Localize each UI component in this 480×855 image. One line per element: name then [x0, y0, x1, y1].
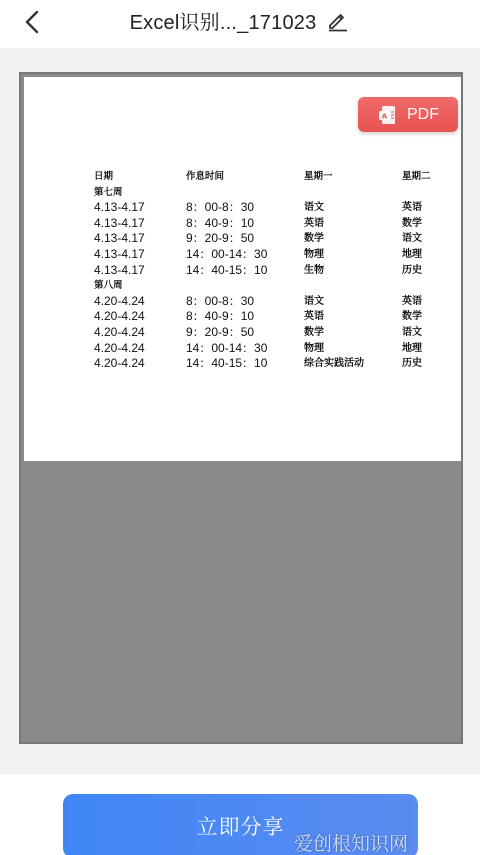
table-row — [94, 309, 454, 325]
cell-monday: 英语 — [304, 217, 324, 229]
header-date: 日期 — [94, 171, 114, 182]
pdf-file-icon — [377, 104, 399, 126]
cell-tuesday: 语文 — [402, 326, 422, 338]
cell-monday: 语文 — [304, 202, 324, 214]
table-row — [94, 356, 454, 372]
cell-monday: 数学 — [304, 233, 324, 245]
cell-time: 8：00-8：30 — [186, 200, 255, 215]
table-row — [94, 200, 454, 216]
cell-monday: 生物 — [304, 264, 324, 276]
cell-date: 4.13-4.17 — [94, 262, 145, 277]
cell-monday: 综合实践活动 — [304, 358, 364, 370]
cell-tuesday: 数学 — [402, 217, 422, 229]
preview-page — [24, 77, 461, 461]
preview-area — [0, 48, 480, 774]
pencil-icon — [326, 8, 350, 32]
cell-date: 4.13-4.17 — [94, 215, 145, 230]
cell-date: 4.20-4.24 — [94, 309, 145, 324]
cell-tuesday: 语文 — [402, 233, 422, 245]
cell-monday: 物理 — [304, 248, 324, 260]
cell-monday: 英语 — [304, 311, 324, 323]
cell-time: 14：00-14：30 — [186, 340, 268, 355]
title-container — [0, 0, 480, 40]
cell-date: 4.20-4.24 — [94, 324, 145, 339]
cell-monday: 数学 — [304, 326, 324, 338]
share-button-label: 立即分享 — [196, 815, 285, 839]
watermark-text: 爱创根知识网 — [293, 833, 408, 855]
bottom-action-bar — [0, 774, 480, 855]
cell-monday: 语文 — [304, 295, 324, 307]
document-preview[interactable] — [19, 72, 463, 744]
cell-date: 4.13-4.17 — [94, 231, 145, 246]
cell-date: 4.13-4.17 — [94, 246, 145, 261]
table-row — [94, 231, 454, 247]
week-label — [94, 185, 454, 201]
cell-time: 8：40-9：10 — [186, 215, 255, 230]
table-row — [94, 216, 454, 232]
week-title: 第七周 — [94, 186, 123, 198]
cell-date: 4.20-4.24 — [94, 293, 145, 308]
pdf-button-label: PDF — [407, 105, 439, 123]
cell-tuesday: 英语 — [402, 202, 422, 214]
table-row — [94, 341, 454, 357]
cell-tuesday: 数学 — [402, 311, 422, 323]
cell-date: 4.13-4.17 — [94, 200, 145, 215]
cell-time: 14：00-14：30 — [186, 246, 268, 261]
share-now-button[interactable] — [63, 794, 418, 855]
rename-button[interactable] — [326, 8, 350, 32]
cell-time: 9：20-9：50 — [186, 324, 255, 339]
table-header-row — [94, 169, 454, 185]
header-time: 作息时间 — [186, 171, 225, 182]
cell-tuesday: 历史 — [402, 358, 422, 370]
cell-tuesday: 地理 — [402, 342, 422, 354]
cell-date: 4.20-4.24 — [94, 356, 145, 371]
table-row — [94, 247, 454, 263]
cell-monday: 物理 — [304, 342, 324, 354]
table-row — [94, 294, 454, 310]
cell-time: 8：40-9：10 — [186, 309, 255, 324]
recognized-table — [94, 169, 454, 372]
export-pdf-button[interactable] — [358, 97, 458, 132]
cell-time: 9：20-9：50 — [186, 231, 255, 246]
cell-time: 14：40-15：10 — [186, 262, 268, 277]
svg-text:A: A — [381, 112, 388, 120]
header-tuesday: 星期二 — [402, 171, 431, 182]
cell-tuesday: 英语 — [402, 295, 422, 307]
table-row — [94, 263, 454, 279]
top-bar — [0, 0, 480, 48]
table-row — [94, 325, 454, 341]
cell-tuesday: 地理 — [402, 248, 422, 260]
cell-time: 8：00-8：30 — [186, 293, 255, 308]
week-title: 第八周 — [94, 280, 123, 292]
cell-tuesday: 历史 — [402, 264, 422, 276]
cell-date: 4.20-4.24 — [94, 340, 145, 355]
cell-time: 14：40-15：10 — [186, 356, 268, 371]
week-label — [94, 278, 454, 294]
document-title: Excel识别..._171023 — [129, 11, 317, 34]
header-monday: 星期一 — [304, 171, 333, 182]
